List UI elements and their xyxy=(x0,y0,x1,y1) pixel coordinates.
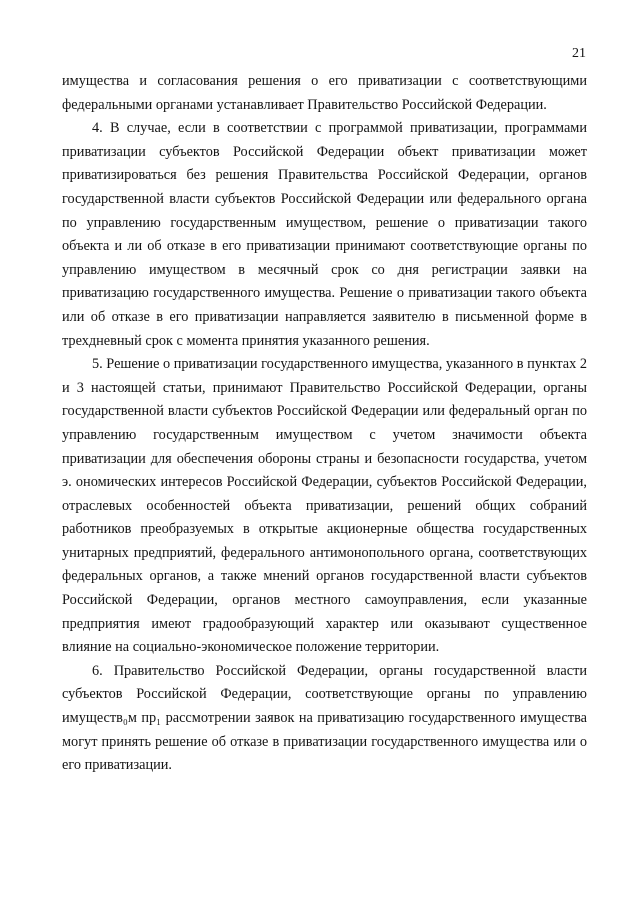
paragraph-4: 4. В случае, если в соответствии с программой приватизации, программами приватизации субъектов Российской Федерации объект приватизации может приватизироваться без решения Правительства Российской Федерации, органов государственной власти субъектов Российской Федерации или федерального органа по управлению государственным имуществом, решение о приватизации такого объекта и ли об отказе в его приватизации принимают соответствующие органы по управлению имуществом в месячный срок со дня регистрации заявки на приватизацию государственного имущества. Решение о приватизации такого объекта или об отказе в его приватизации направляется заявителю в письменной форме в трехдневный срок с момента принятия указанного решения. xyxy=(62,120,587,349)
paragraph-6: 6. Правительство Российской Федерации, органы государственной власти субъектов Российской Федерации, соответствующие органы по управлению имуществ₀м пр₁ рассмотрении заявок на приватизацию государственного имущества могут принять решение об отказе в приватизации государственного имущества или о его приватизации. xyxy=(62,662,587,774)
page-number: 21 xyxy=(572,46,586,61)
paragraph-continuation: имущества и согласования решения о его приватизации с соответствующими федеральными органами устанавливает Правительство Российской Федерации. xyxy=(62,73,587,113)
document-body xyxy=(62,70,587,778)
paragraph-5: 5. Решение о приватизации государственного имущества, указанного в пунктах 2 и 3 настоящей статьи, принимают Правительство Российской Федерации, органы государственной власти субъектов Российской Федерации или федеральный орган по управлению государственным имуществом с учетом значимости объекта приватизации для обеспечения обороны страны и безопасности государства, учетом э. ономических интересов Российской Федерации, субъектов Российской Федерации, отраслевых особенностей объекта приватизации, решений общих собраний работников преобразуемых в открытые акционерные общества государственных унитарных предприятий, федерального антимонопольного органа, соответствующих федеральных органов, а также мнений органов государственной власти субъектов Российской Федерации, органов местного самоуправления, если указанные предприятия имеют градообразующий характер или оказывают существенное влияние на социально-экономическое положение территории. xyxy=(62,356,587,656)
